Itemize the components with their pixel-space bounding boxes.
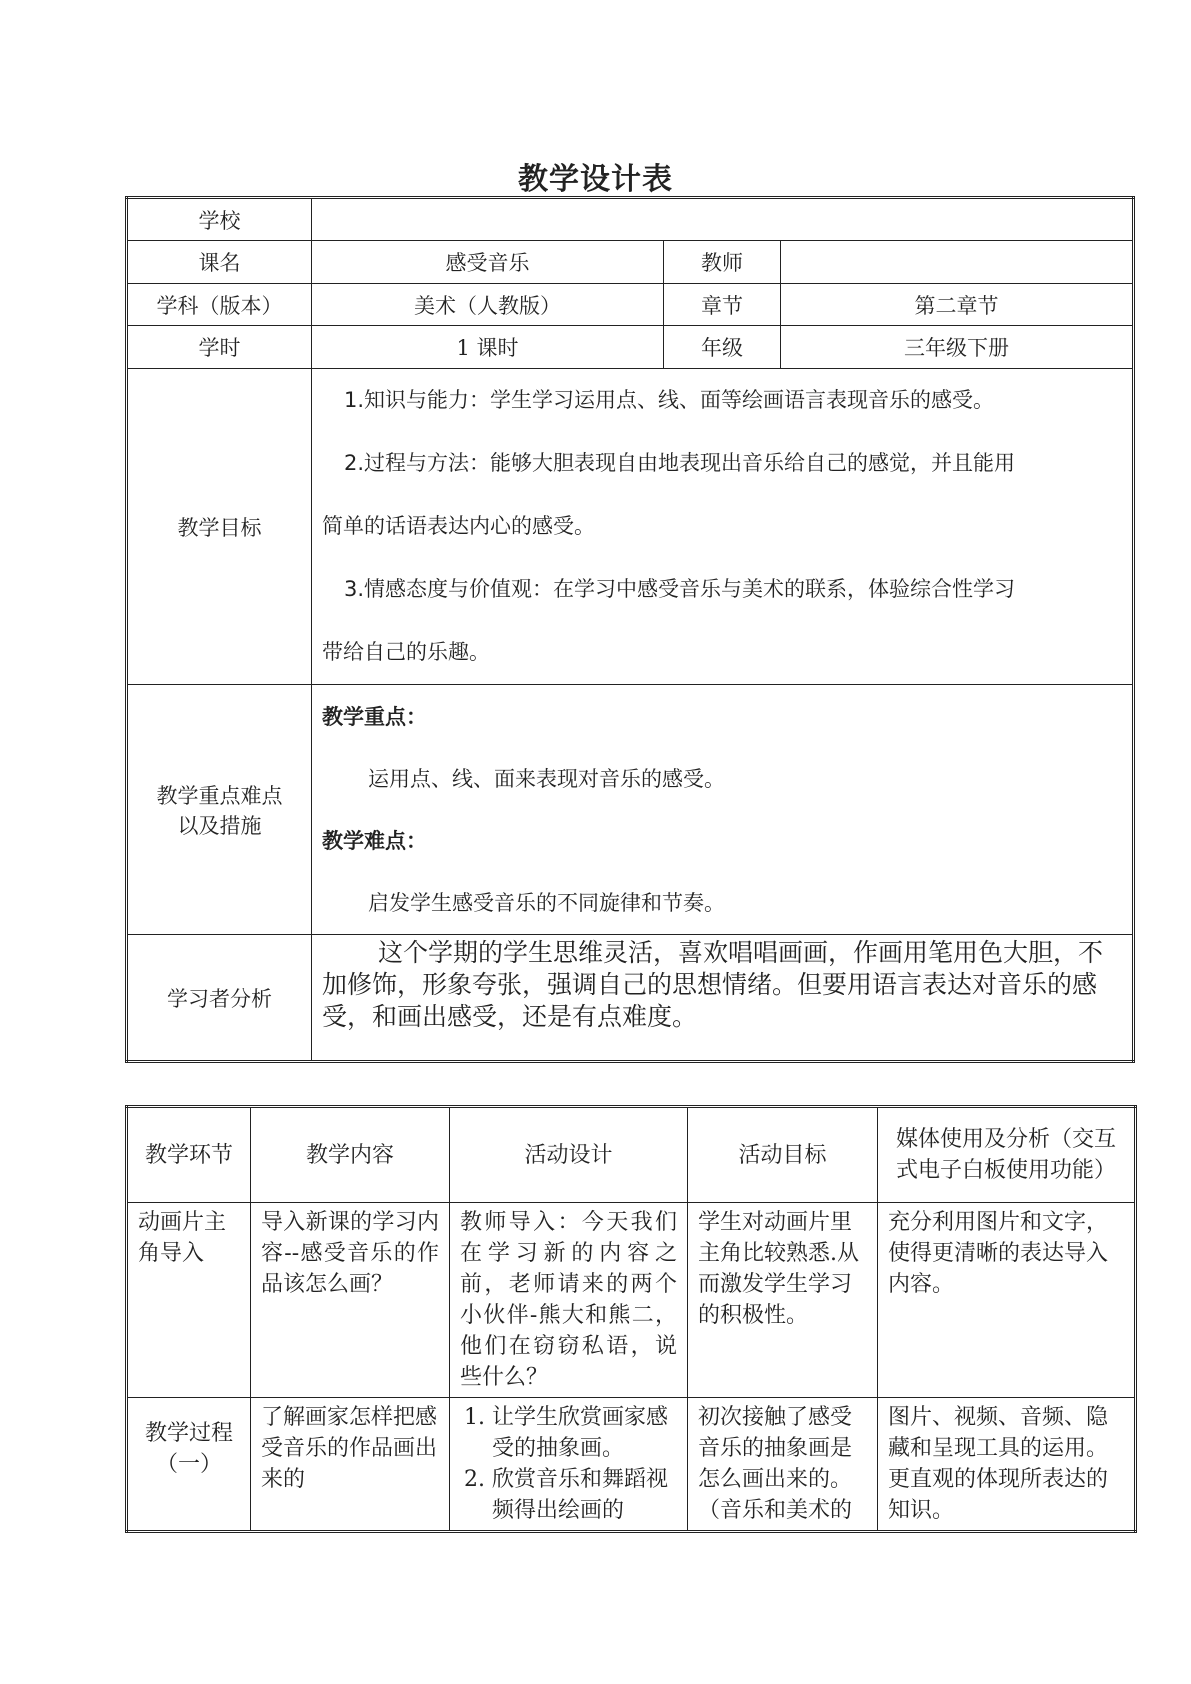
- course-row: [127, 241, 1134, 284]
- list-item: 1. 让学生欣赏画家感受的抽象画。: [492, 1402, 677, 1464]
- subject-row: [127, 284, 1134, 326]
- row1-stage: 动画片主角导入: [127, 1203, 251, 1398]
- header-content: 教学内容: [251, 1107, 450, 1203]
- table-row: [127, 1398, 1136, 1532]
- difficulty-body: 启发学生感受音乐的不同旋律和节奏。: [368, 890, 725, 915]
- subject-value: 美术（人教版）: [312, 284, 664, 326]
- list-item: 2. 欣赏音乐和舞蹈视频得出绘画的: [492, 1464, 677, 1526]
- chapter-value: 第二章节: [781, 284, 1134, 326]
- header-stage: 教学环节: [127, 1107, 251, 1203]
- row2-stage: 教学过程（一）: [127, 1398, 251, 1532]
- grade-label: 年级: [664, 326, 781, 369]
- goals-content: [312, 369, 1134, 685]
- focus-label-line2: 以及措施: [177, 813, 262, 838]
- row1-media: 充分利用图片和文字，使得更清晰的表达导入内容。: [878, 1203, 1136, 1398]
- focus-label: [127, 685, 312, 935]
- goal-line-5: 带给自己的乐趣。: [322, 640, 490, 664]
- focus-content: [312, 685, 1134, 935]
- row1-goal: 学生对动画片里主角比较熟悉.从而激发学生学习的积极性。: [688, 1203, 878, 1398]
- learner-analysis: 这个学期的学生思维灵活，喜欢唱唱画画，作画用笔用色大胆，不加修饰，形象夸张，强调自己的思想情绪。但要用语言表达对音乐的感受，和画出感受，还是有点难度。: [312, 935, 1134, 1062]
- process-header-row: [127, 1107, 1136, 1203]
- row2-activity-list: [460, 1402, 677, 1526]
- info-table: [125, 196, 1135, 1063]
- chapter-label: 章节: [664, 284, 781, 326]
- header-activity: 活动设计: [450, 1107, 688, 1203]
- goal-line-2: 2.过程与方法：能够大胆表现自由地表现出音乐给自己的感觉，并且能用: [344, 451, 1016, 475]
- header-media: 媒体使用及分析（交互式电子白板使用功能）: [878, 1107, 1136, 1203]
- learner-label: 学习者分析: [127, 935, 312, 1062]
- process-table: [125, 1105, 1137, 1533]
- key-point-heading: 教学重点：: [322, 704, 427, 729]
- focus-row: [127, 685, 1134, 935]
- subject-label: 学科（版本）: [127, 284, 312, 326]
- school-row: [127, 198, 1134, 241]
- goals-label: 教学目标: [127, 369, 312, 685]
- focus-label-line1: 教学重点难点: [156, 783, 283, 808]
- learner-row: [127, 935, 1134, 1062]
- goal-line-4: 3.情感态度与价值观：在学习中感受音乐与美术的联系，体验综合性学习: [344, 577, 1016, 601]
- goal-line-3: 简单的话语表达内心的感受。: [322, 514, 595, 538]
- page-title: 教学设计表: [518, 162, 673, 197]
- school-label: 学校: [127, 198, 312, 241]
- row2-media: 图片、视频、音频、隐藏和呈现工具的运用。更直观的体现所表达的知识。: [878, 1398, 1136, 1532]
- row1-activity: 教师导入：今天我们在学习新的内容之前，老师请来的两个小伙伴-熊大和熊二，他们在窃窃私语，说些什么？: [450, 1203, 688, 1398]
- grade-value: 三年级下册: [781, 326, 1134, 369]
- key-point-body: 运用点、线、面来表现对音乐的感受。: [368, 766, 725, 791]
- hours-value: 1 课时: [312, 326, 664, 369]
- goals-row: [127, 369, 1134, 685]
- row2-goal: 初次接触了感受音乐的抽象画是怎么画出来的。（音乐和美术的: [688, 1398, 878, 1532]
- row1-content: 导入新课的学习内容--感受音乐的作品该怎么画？: [251, 1203, 450, 1398]
- hours-row: [127, 326, 1134, 369]
- course-value: 感受音乐: [312, 241, 664, 284]
- goal-line-1: 1.知识与能力：学生学习运用点、线、面等绘画语言表现音乐的感受。: [344, 388, 995, 412]
- row2-content: 了解画家怎样把感受音乐的作品画出来的: [251, 1398, 450, 1532]
- hours-label: 学时: [127, 326, 312, 369]
- course-label: 课名: [127, 241, 312, 284]
- table-row: [127, 1203, 1136, 1398]
- teacher-value: [781, 241, 1134, 284]
- teacher-label: 教师: [664, 241, 781, 284]
- header-goal: 活动目标: [688, 1107, 878, 1203]
- school-value: [312, 198, 1134, 241]
- row2-activity: [450, 1398, 688, 1532]
- difficulty-heading: 教学难点：: [322, 828, 427, 853]
